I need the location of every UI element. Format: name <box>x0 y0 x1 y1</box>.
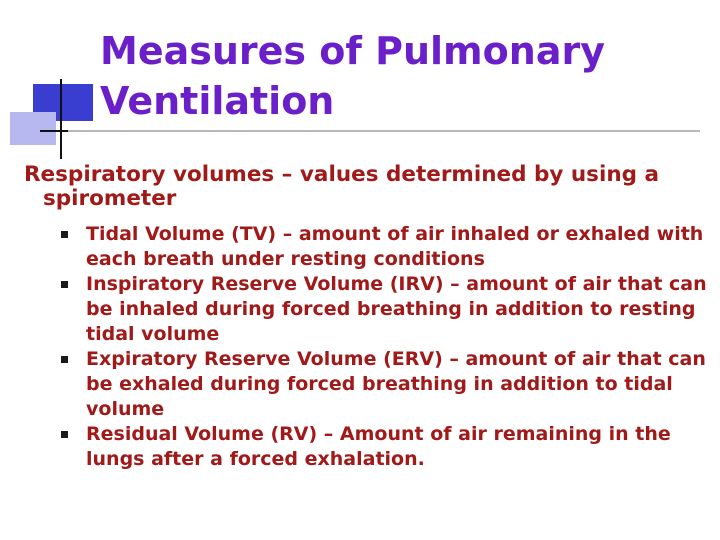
square-bullet-icon <box>61 431 68 438</box>
bullet-text: Expiratory Reserve Volume (ERV) – amount of air that can be exhaled during forced breathing in addition to tidal volume <box>86 348 706 420</box>
bullet-text: Inspiratory Reserve Volume (IRV) – amount of air that can be inhaled during forced breathing in addition to resting tidal volume <box>86 273 707 345</box>
list-item <box>58 272 708 347</box>
bullet-text: Tidal Volume (TV) – amount of air inhaled or exhaled with each breath under resting conditions <box>86 223 704 270</box>
square-bullet-icon <box>61 231 68 238</box>
main-point: Respiratory volumes – values determined by using a spirometer <box>24 162 660 211</box>
decorative-lavender-square <box>10 112 56 145</box>
square-bullet-icon <box>61 281 68 288</box>
list-item <box>58 422 708 472</box>
bullet-text: Residual Volume (RV) – Amount of air remaining in the lungs after a forced exhalation. <box>86 423 671 470</box>
slide-title: Measures of Pulmonary Ventilation <box>100 29 605 123</box>
list-item <box>58 222 708 272</box>
square-bullet-icon <box>61 356 68 363</box>
bullet-list <box>58 222 708 472</box>
title-divider-line <box>40 130 700 132</box>
decorative-vertical-line <box>60 79 62 159</box>
title-divider-accent <box>40 130 68 132</box>
list-item <box>58 347 708 422</box>
